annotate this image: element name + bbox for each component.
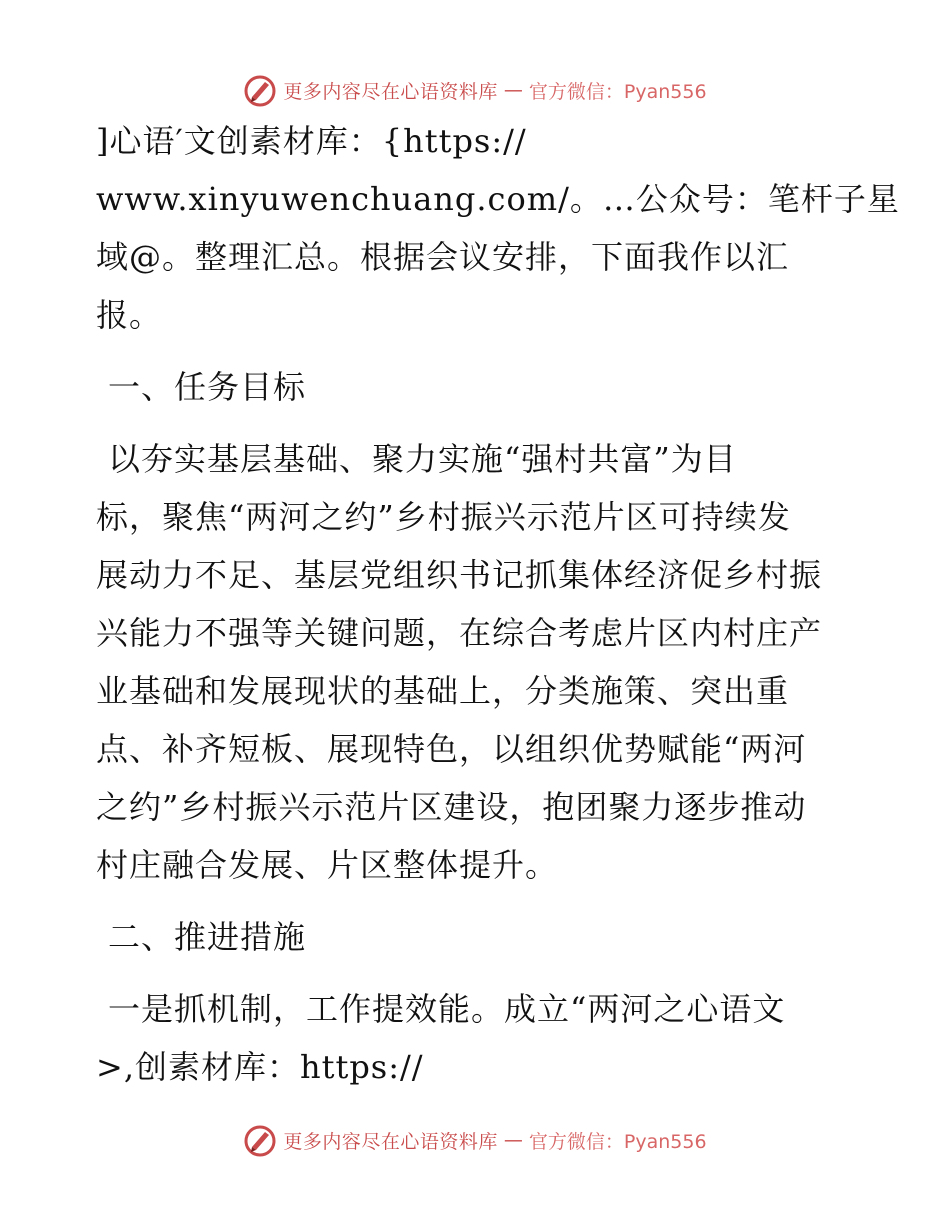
banner-wechat-text: 官方微信：Pyan556 xyxy=(528,1130,707,1153)
text-line: 域@。整理汇总。根据会议安排，下面我作以汇 xyxy=(96,238,790,276)
section-heading: 二、推进措施 xyxy=(108,918,307,956)
watermark-banner-bottom xyxy=(0,1120,950,1160)
text-line: 标，聚焦“两河之约”乡村振兴示范片区可持续发 xyxy=(96,498,791,536)
text-line: 展动力不足、基层党组织书记抓集体经济促乡村振 xyxy=(96,556,823,594)
banner-main-text: 更多内容尽在心语资料库 xyxy=(283,1130,498,1153)
text-line: 报。 xyxy=(96,296,163,334)
paragraph-intro xyxy=(96,112,900,344)
heading-task-goal xyxy=(96,358,876,416)
banner-main-text: 更多内容尽在心语资料库 xyxy=(283,80,498,103)
section-heading: 一、任务目标 xyxy=(108,368,307,406)
paragraph-measures xyxy=(96,980,876,1096)
text-line: 一是抓机制，工作提效能。成立“两河之心语文 xyxy=(108,990,786,1028)
banner-separator: — xyxy=(503,79,523,101)
banner-wechat-text: 官方微信：Pyan556 xyxy=(528,80,707,103)
text-line: 之约”乡村振兴示范片区建设，抱团聚力逐步推动 xyxy=(96,788,807,826)
text-line: 村庄融合发展、片区整体提升。 xyxy=(96,846,559,884)
watermark-banner-top xyxy=(0,70,950,110)
pen-logo-icon xyxy=(243,73,277,107)
paragraph-task-goal xyxy=(96,430,876,894)
text-line: 兴能力不强等关键问题，在综合考虑片区内村庄产 xyxy=(96,614,823,652)
text-line: ]心语′文创素材库：{https:// xyxy=(96,122,527,160)
heading-measures xyxy=(96,908,876,966)
text-line: 业基础和发展现状的基础上，分类施策、突出重 xyxy=(96,672,790,710)
text-line: www.xinyuwenchuang.com/。…公众号：笔杆子星 xyxy=(96,180,900,218)
document-body xyxy=(96,112,900,1096)
pen-logo-icon xyxy=(243,1123,277,1157)
banner-separator: — xyxy=(503,1129,523,1151)
text-line: >,创素材库：https:// xyxy=(96,1048,424,1086)
text-line: 点、补齐短板、展现特色，以组织优势赋能“两河 xyxy=(96,730,807,768)
text-line: 以夯实基层基础、聚力实施“强村共富”为目 xyxy=(108,440,737,478)
